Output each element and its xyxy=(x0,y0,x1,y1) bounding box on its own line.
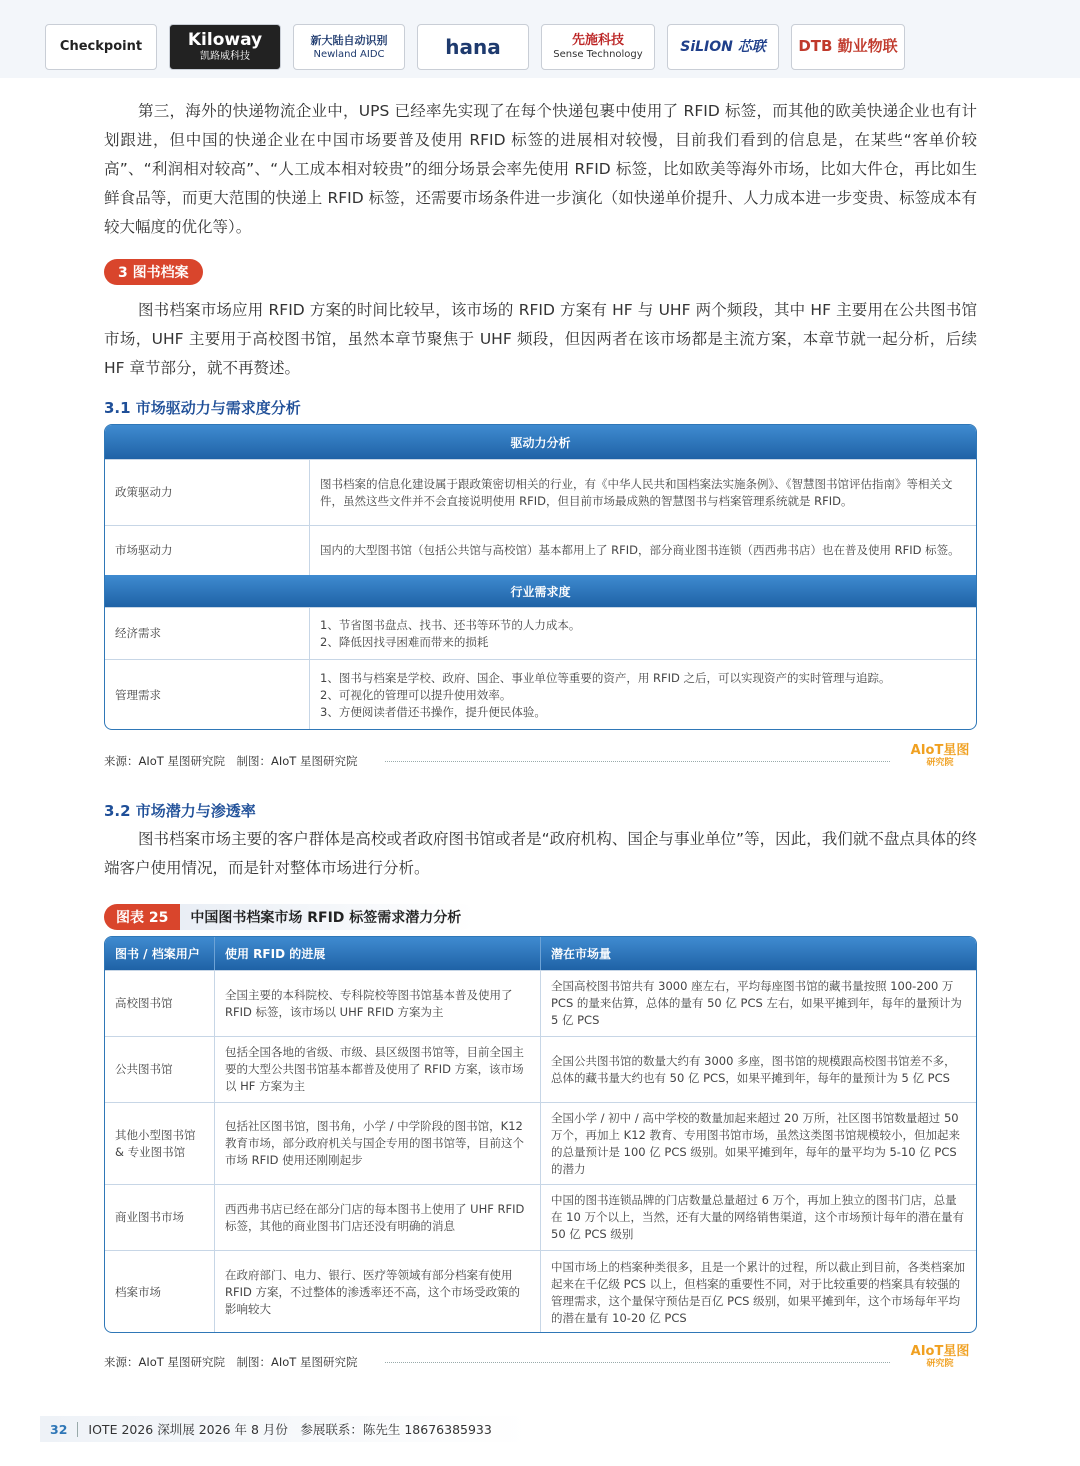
subheading-3-1: 3.1 市场驱动力与需求度分析 xyxy=(104,399,301,417)
table-row xyxy=(105,1250,976,1333)
brand-mark: AIoT星图 研究院 xyxy=(910,1344,970,1369)
table-row xyxy=(105,659,976,730)
table-row xyxy=(105,1102,976,1184)
cell-user: 商业图书市场 xyxy=(105,1185,215,1250)
logo-silion: SiLION 芯联 xyxy=(667,24,779,70)
table-row xyxy=(105,1036,976,1102)
cell-progress: 西西弗书店已经在部分门店的每本图书上使用了 UHF RFID 标签，其他的商业图书门店还没有明确的消息 xyxy=(215,1185,541,1250)
cell-progress: 包括社区图书馆，图书角，小学 / 中学阶段的图书馆，K12 教育市场，部分政府机关与国企专用的图书馆等，目前这个市场 RFID 使用还刚刚起步 xyxy=(215,1103,541,1184)
row-label: 市场驱动力 xyxy=(105,526,310,575)
figure-title: 中国图书档案市场 RFID 标签需求潜力分析 xyxy=(180,904,475,930)
row-label: 管理需求 xyxy=(105,660,310,730)
figure-label xyxy=(104,904,475,930)
cell-potential: 全国小学 / 初中 / 高中学校的数量加起来超过 20 万所，社区图书馆数量超过 50 万个，再加上 K12 教育、专用图书馆市场，虽然这类图书馆规模较小，但加起来的总量预计是 100 亿 PCS 级别。如果平摊到年，每年的量平均为 5-10 亿 PCS 的潜力 xyxy=(551,1110,960,1176)
logo-kiloway: Kiloway 凯路威科技 xyxy=(169,24,281,70)
cell-potential: 全国高校图书馆共有 3000 座左右，平均每座图书馆的藏书量按照 100-200 万 PCS 的量来估算，总体的量有 50 亿 PCS 左右，如果平摊到年，每年的量预计为 5 亿 PCS xyxy=(551,979,962,1027)
cell-user: 高校图书馆 xyxy=(105,971,215,1036)
cell-progress: 包括全国各地的省级、市级、县区级图书馆等，目前全国主要的大型公共图书馆基本都普及使用了 RFID 方案，该市场以 HF 方案为主 xyxy=(215,1037,541,1102)
paragraph-express-logistics: 第三，海外的快递物流企业中，UPS 已经率先实现了在每个快递包裹中使用了 RFID 标签，而其他的欧美快递企业也有计划跟进，但中国的快递企业在中国市场要普及使用 RFID 标签的进展相对较慢，目前我们看到的信息是，在某些“客单价较高”、“利润相对较高”、“人工成本相对较贵”的细分场景会率先使用 RFID 标签，比如欧美等海外市场，比如大件仓，再比如生鲜食品等，而更大范围的快递上 RFID 标签，还需要市场条件进一步演化（如快递单价提升、人力成本进一步变贵、标签成本有较大幅度的优化等）。 xyxy=(104,102,977,236)
row-text: 国内的大型图书馆（包括公共馆与高校馆）基本都用上了 RFID，部分商业图书连锁（西西弗书店）也在普及使用 RFID 标签。 xyxy=(320,543,960,557)
driver-demand-table xyxy=(104,424,977,730)
cell-user: 公共图书馆 xyxy=(105,1037,215,1102)
row-text: 1、节省图书盘点、找书、还书等环节的人力成本。 2、降低因找寻困难而带来的损耗 xyxy=(320,617,581,649)
dotted-divider xyxy=(385,1362,890,1363)
header-user: 图书 / 档案用户 xyxy=(105,937,215,970)
cell-potential: 中国的图书连锁品牌的门店数量总量超过 6 万个，再加上独立的图书门店，总量在 10 万个以上，当然，还有大量的网络销售渠道，这个市场预计每年的潜在量有 50 亿 PCS 级别 xyxy=(551,1193,964,1241)
table-header xyxy=(105,937,976,970)
table-bar-driver-analysis: 驱动力分析 xyxy=(105,425,976,459)
page-footer xyxy=(40,1416,530,1442)
row-label: 政策驱动力 xyxy=(105,460,310,525)
row-label: 经济需求 xyxy=(105,608,310,659)
figure-number: 图表 25 xyxy=(104,904,180,930)
cell-potential: 中国市场上的档案种类很多，且是一个累计的过程，所以截止到目前，各类档案加起来在千亿级 PCS 以上，但档案的重要性不同，对于比较重要的档案具有较强的管理需求，这个量保守预估是百亿 PCS 级别，如果平摊到年，这个市场每年平均的潜在量有 10-20 亿 PCS xyxy=(551,1259,965,1325)
logo-hana: hana xyxy=(417,24,529,70)
partner-logo-bar xyxy=(0,0,1080,78)
paragraph-library-intro: 图书档案市场应用 RFID 方案的时间比较早，该市场的 RFID 方案有 HF 与 UHF 两个频段，其中 HF 主要用在公共图书馆市场，UHF 主要用于高校图书馆，虽然本章节聚焦于 UHF 频段，但因两者在该市场都是主流方案，本章节就一起分析，后续 HF 章节部分，就不再赘述。 xyxy=(104,301,977,377)
cell-user: 其他小型图书馆 & 专业图书馆 xyxy=(105,1103,215,1184)
table-bar-industry-demand: 行业需求度 xyxy=(105,575,976,607)
paragraph-market-potential: 图书档案市场主要的客户群体是高校或者政府图书馆或者是“政府机构、国企与事业单位”等，因此，我们就不盘点具体的终端客户使用情况，而是针对整体市场进行分析。 xyxy=(104,830,977,877)
table-row xyxy=(105,607,976,659)
table-row xyxy=(105,525,976,575)
cell-user: 档案市场 xyxy=(105,1251,215,1333)
section-tag-library-archives: 3 图书档案 xyxy=(104,259,203,285)
logo-checkpoint: Checkpoint xyxy=(45,24,157,70)
logo-dtb: DTB 勤业物联 xyxy=(791,24,905,70)
footer-text: IOTE 2026 深圳展 2026 年 8 月份 参展联系：陈先生 18676385933 xyxy=(88,1422,492,1437)
cell-potential: 全国公共图书馆的数量大约有 3000 多座，图书馆的规模跟高校图书馆差不多，总体的藏书量大约也有 50 亿 PCS，如果平摊到年，每年的量预计为 5 亿 PCS xyxy=(551,1053,956,1085)
source-note-1: 来源：AIoT 星图研究院 制图：AIoT 星图研究院 xyxy=(104,754,358,768)
table-row xyxy=(105,970,976,1036)
cell-progress: 在政府部门、电力、银行、医疗等领域有部分档案有使用 RFID 方案，不过整体的渗透率还不高，这个市场受政策的影响较大 xyxy=(215,1251,541,1333)
logo-sense: 先施科技 Sense Technology xyxy=(541,24,655,70)
subheading-3-2: 3.2 市场潜力与渗透率 xyxy=(104,802,256,820)
row-text: 图书档案的信息化建设属于跟政策密切相关的行业，有《中华人民共和国档案法实施条例》、《智慧图书馆评估指南》等相关文件，虽然这些文件并不会直接说明使用 RFID，但目前市场最成熟的智慧图书与档案管理系统就是 RFID。 xyxy=(320,476,953,508)
table-row xyxy=(105,459,976,525)
potential-table xyxy=(104,936,977,1333)
page-number: 32 xyxy=(40,1422,78,1437)
table-row xyxy=(105,1184,976,1250)
header-progress: 使用 RFID 的进展 xyxy=(215,937,541,970)
dotted-divider xyxy=(385,761,890,762)
brand-mark: AIoT星图 研究院 xyxy=(910,743,970,768)
logo-newland: 新大陆自动识别 Newland AIDC xyxy=(293,24,405,70)
row-text: 1、图书与档案是学校、政府、国企、事业单位等重要的资产，用 RFID 之后，可以实现资产的实时管理与追踪。 2、可视化的管理可以提升使用效率。 3、方便阅读者借还书操作，提升便民体验。 xyxy=(320,671,891,719)
cell-progress: 全国主要的本科院校、专科院校等图书馆基本普及使用了 RFID 标签，该市场以 UHF RFID 方案为主 xyxy=(215,971,541,1036)
source-note-2: 来源：AIoT 星图研究院 制图：AIoT 星图研究院 xyxy=(104,1355,358,1369)
header-potential: 潜在市场量 xyxy=(551,947,612,961)
